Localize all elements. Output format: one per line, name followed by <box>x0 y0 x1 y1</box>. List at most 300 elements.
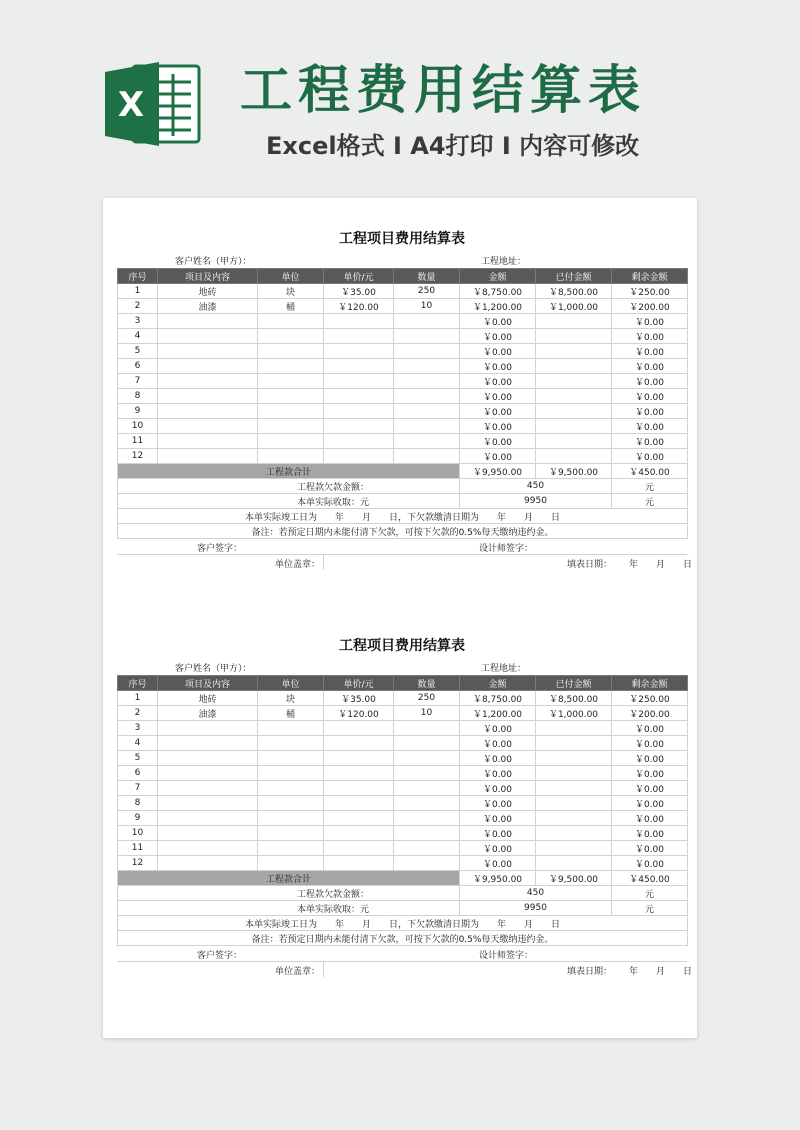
owed-label: 工程款欠款金额： <box>118 479 460 494</box>
cell-quantity[interactable] <box>394 781 460 796</box>
info-row <box>117 659 687 675</box>
cell-item-name[interactable] <box>158 781 258 796</box>
owed-unit: 元 <box>612 886 688 901</box>
fill-date-value[interactable]: 年 月 日 <box>629 560 693 570</box>
col-header-unit: 单位 <box>258 676 324 691</box>
cell-amount[interactable]: ￥0.00 <box>460 449 536 464</box>
fill-date-label: 填表日期： <box>567 560 613 570</box>
table-row <box>118 344 688 359</box>
table-row <box>118 751 688 766</box>
table-header-row <box>118 676 688 691</box>
col-header-quantity: 数量 <box>394 676 460 691</box>
completion-text[interactable]: 本单实际竣工日为 年 月 日，下欠款缴清日期为 年 月 日 <box>118 509 688 524</box>
cell-amount[interactable]: ￥0.00 <box>460 826 536 841</box>
cell-item-name[interactable] <box>158 751 258 766</box>
cell-remaining-amount[interactable]: ￥0.00 <box>612 736 688 751</box>
col-header-unit-price: 单价/元 <box>324 676 394 691</box>
cell-paid-amount[interactable]: ￥1,000.00 <box>536 706 612 721</box>
cell-amount[interactable]: ￥0.00 <box>460 374 536 389</box>
cell-amount[interactable]: ￥0.00 <box>460 404 536 419</box>
cell-item-unit[interactable] <box>258 796 324 811</box>
cell-remaining-amount[interactable]: ￥0.00 <box>612 826 688 841</box>
cell-amount[interactable]: ￥0.00 <box>460 751 536 766</box>
received-row <box>118 901 688 916</box>
total-paid[interactable]: ￥9,500.00 <box>536 871 612 886</box>
cell-item-unit[interactable] <box>258 841 324 856</box>
cell-paid-amount[interactable]: ￥1,000.00 <box>536 299 612 314</box>
cell-item-unit[interactable] <box>258 856 324 871</box>
owed-label: 工程款欠款金额： <box>118 886 460 901</box>
table-row <box>118 359 688 374</box>
owed-row <box>118 479 688 494</box>
cell-unit-price[interactable] <box>324 811 394 826</box>
cell-remaining-amount[interactable]: ￥0.00 <box>612 374 688 389</box>
cell-quantity[interactable] <box>394 344 460 359</box>
cell-remaining-amount[interactable]: ￥0.00 <box>612 329 688 344</box>
total-label: 工程款合计 <box>118 464 460 479</box>
cell-item-unit[interactable] <box>258 826 324 841</box>
remark-text: 备注：若预定日期内未能付清下欠款，可按下欠款的0.5%每天缴纳违约金。 <box>118 931 688 946</box>
cell-item-name[interactable] <box>158 359 258 374</box>
cell-item-unit[interactable]: 桶 <box>258 706 324 721</box>
cell-row-index: 3 <box>118 314 158 329</box>
cell-item-unit[interactable] <box>258 751 324 766</box>
signature-area <box>117 539 693 570</box>
cell-row-index: 3 <box>118 721 158 736</box>
signature-area <box>117 946 693 977</box>
settlement-sheet-2 <box>117 633 693 977</box>
cell-amount[interactable]: ￥0.00 <box>460 796 536 811</box>
table-row <box>118 706 688 721</box>
cell-unit-price[interactable] <box>324 841 394 856</box>
cell-remaining-amount[interactable]: ￥0.00 <box>612 449 688 464</box>
owed-unit: 元 <box>612 479 688 494</box>
cell-unit-price[interactable]: ￥120.00 <box>324 299 394 314</box>
total-remaining[interactable]: ￥450.00 <box>612 464 688 479</box>
cell-amount[interactable]: ￥0.00 <box>460 389 536 404</box>
cell-row-index: 6 <box>118 766 158 781</box>
cell-quantity[interactable] <box>394 404 460 419</box>
cell-item-unit[interactable] <box>258 781 324 796</box>
col-header-index: 序号 <box>118 676 158 691</box>
signature-row <box>117 539 687 555</box>
cell-paid-amount[interactable] <box>536 419 612 434</box>
cell-remaining-amount[interactable]: ￥0.00 <box>612 314 688 329</box>
cell-row-index: 11 <box>118 434 158 449</box>
cell-unit-price[interactable] <box>324 359 394 374</box>
cell-item-unit[interactable] <box>258 766 324 781</box>
cell-unit-price[interactable] <box>324 404 394 419</box>
cell-item-name[interactable] <box>158 449 258 464</box>
cell-paid-amount[interactable]: ￥8,500.00 <box>536 284 612 299</box>
seal-row <box>117 962 693 977</box>
designer-signature-label[interactable]: 设计师签字： <box>479 544 534 554</box>
remark-row <box>118 931 688 946</box>
table-row <box>118 374 688 389</box>
cell-item-name[interactable] <box>158 736 258 751</box>
cell-row-index: 7 <box>118 374 158 389</box>
cell-unit-price[interactable] <box>324 419 394 434</box>
cell-quantity[interactable] <box>394 811 460 826</box>
col-header-remaining: 剩余金额 <box>612 676 688 691</box>
cell-paid-amount[interactable]: ￥8,500.00 <box>536 691 612 706</box>
table-row <box>118 691 688 706</box>
table-row <box>118 856 688 871</box>
cell-paid-amount[interactable] <box>536 374 612 389</box>
cell-unit-price[interactable] <box>324 736 394 751</box>
table-row <box>118 721 688 736</box>
cell-item-unit[interactable] <box>258 344 324 359</box>
cell-item-unit[interactable] <box>258 736 324 751</box>
designer-signature-label[interactable]: 设计师签字： <box>479 951 534 961</box>
received-label: 本单实际收取：元 <box>118 494 460 509</box>
cell-paid-amount[interactable] <box>536 856 612 871</box>
col-header-unit-price: 单价/元 <box>324 269 394 284</box>
cell-unit-price[interactable] <box>324 781 394 796</box>
cell-amount[interactable]: ￥0.00 <box>460 841 536 856</box>
cell-item-unit[interactable] <box>258 434 324 449</box>
completion-text[interactable]: 本单实际竣工日为 年 月 日，下欠款缴清日期为 年 月 日 <box>118 916 688 931</box>
cell-quantity[interactable] <box>394 826 460 841</box>
cell-paid-amount[interactable] <box>536 766 612 781</box>
received-label: 本单实际收取：元 <box>118 901 460 916</box>
cell-quantity[interactable] <box>394 841 460 856</box>
cell-remaining-amount[interactable]: ￥0.00 <box>612 766 688 781</box>
received-value[interactable]: 9950 <box>460 901 612 916</box>
received-row <box>118 494 688 509</box>
banner-title: 工程费用结算表 <box>240 61 647 121</box>
client-signature-label[interactable]: 客户签字： <box>197 544 243 554</box>
cell-item-name[interactable] <box>158 811 258 826</box>
cell-item-name[interactable] <box>158 374 258 389</box>
cell-unit-price[interactable] <box>324 389 394 404</box>
total-paid[interactable]: ￥9,500.00 <box>536 464 612 479</box>
cell-row-index: 4 <box>118 329 158 344</box>
table-row <box>118 329 688 344</box>
cell-amount[interactable]: ￥0.00 <box>460 314 536 329</box>
cell-remaining-amount[interactable]: ￥250.00 <box>612 691 688 706</box>
cell-item-name[interactable] <box>158 329 258 344</box>
col-header-remaining: 剩余金额 <box>612 269 688 284</box>
cell-remaining-amount[interactable]: ￥0.00 <box>612 841 688 856</box>
cell-unit-price[interactable] <box>324 826 394 841</box>
col-header-paid: 已付金额 <box>536 269 612 284</box>
cell-unit-price[interactable]: ￥35.00 <box>324 691 394 706</box>
cell-paid-amount[interactable] <box>536 796 612 811</box>
cell-item-name[interactable]: 油漆 <box>158 706 258 721</box>
table-row <box>118 796 688 811</box>
settlement-table <box>117 675 688 946</box>
client-signature-label[interactable]: 客户签字： <box>197 951 243 961</box>
cell-row-index: 10 <box>118 826 158 841</box>
cell-row-index: 1 <box>118 284 158 299</box>
cell-item-unit[interactable]: 桶 <box>258 299 324 314</box>
remark-row <box>118 524 688 539</box>
table-row <box>118 811 688 826</box>
cell-amount[interactable]: ￥1,200.00 <box>460 299 536 314</box>
cell-remaining-amount[interactable]: ￥0.00 <box>612 389 688 404</box>
cell-item-unit[interactable] <box>258 359 324 374</box>
col-header-paid: 已付金额 <box>536 676 612 691</box>
cell-quantity[interactable]: 250 <box>394 691 460 706</box>
cell-quantity[interactable] <box>394 359 460 374</box>
cell-unit-price[interactable] <box>324 751 394 766</box>
col-header-item: 项目及内容 <box>158 676 258 691</box>
banner-subtitle: Excel格式 I A4打印 I 内容可修改 <box>266 132 640 160</box>
received-unit: 元 <box>612 901 688 916</box>
cell-paid-amount[interactable] <box>536 329 612 344</box>
cell-amount[interactable]: ￥0.00 <box>460 856 536 871</box>
cell-item-name[interactable] <box>158 314 258 329</box>
cell-quantity[interactable]: 250 <box>394 284 460 299</box>
col-header-amount: 金额 <box>460 269 536 284</box>
cell-amount[interactable]: ￥0.00 <box>460 811 536 826</box>
cell-remaining-amount[interactable]: ￥0.00 <box>612 359 688 374</box>
col-header-index: 序号 <box>118 269 158 284</box>
cell-remaining-amount[interactable]: ￥200.00 <box>612 299 688 314</box>
cell-unit-price[interactable] <box>324 766 394 781</box>
project-address-label: 工程地址： <box>481 257 527 267</box>
cell-item-name[interactable] <box>158 766 258 781</box>
cell-row-index: 5 <box>118 751 158 766</box>
cell-amount[interactable]: ￥0.00 <box>460 344 536 359</box>
cell-row-index: 6 <box>118 359 158 374</box>
sheet-title: 工程项目费用结算表 <box>339 638 465 654</box>
cell-item-name[interactable] <box>158 404 258 419</box>
cell-amount[interactable]: ￥0.00 <box>460 766 536 781</box>
cell-unit-price[interactable] <box>324 344 394 359</box>
cell-amount[interactable]: ￥0.00 <box>460 419 536 434</box>
cell-quantity[interactable]: 10 <box>394 706 460 721</box>
remark-text: 备注：若预定日期内未能付清下欠款，可按下欠款的0.5%每天缴纳违约金。 <box>118 524 688 539</box>
cell-amount[interactable]: ￥8,750.00 <box>460 691 536 706</box>
cell-item-name[interactable] <box>158 721 258 736</box>
cell-amount[interactable]: ￥0.00 <box>460 359 536 374</box>
cell-row-index: 12 <box>118 449 158 464</box>
cell-quantity[interactable] <box>394 374 460 389</box>
table-row <box>118 299 688 314</box>
total-row <box>118 871 688 886</box>
cell-paid-amount[interactable] <box>536 841 612 856</box>
cell-item-unit[interactable] <box>258 449 324 464</box>
cell-item-name[interactable] <box>158 856 258 871</box>
cell-paid-amount[interactable] <box>536 826 612 841</box>
total-label: 工程款合计 <box>118 871 460 886</box>
cell-item-name[interactable] <box>158 826 258 841</box>
cell-item-unit[interactable]: 块 <box>258 284 324 299</box>
cell-row-index: 9 <box>118 404 158 419</box>
project-address-label: 工程地址： <box>481 664 527 674</box>
cell-remaining-amount[interactable]: ￥0.00 <box>612 721 688 736</box>
cell-row-index: 10 <box>118 419 158 434</box>
cell-quantity[interactable] <box>394 389 460 404</box>
cell-quantity[interactable] <box>394 721 460 736</box>
cell-quantity[interactable] <box>394 419 460 434</box>
cell-unit-price[interactable]: ￥35.00 <box>324 284 394 299</box>
cell-item-name[interactable] <box>158 419 258 434</box>
table-row <box>118 781 688 796</box>
cell-item-unit[interactable] <box>258 314 324 329</box>
cell-remaining-amount[interactable]: ￥0.00 <box>612 856 688 871</box>
cell-item-unit[interactable] <box>258 721 324 736</box>
received-value[interactable]: 9950 <box>460 494 612 509</box>
cell-item-name[interactable] <box>158 434 258 449</box>
cell-remaining-amount[interactable]: ￥0.00 <box>612 404 688 419</box>
cell-quantity[interactable] <box>394 449 460 464</box>
total-amount[interactable]: ￥9,950.00 <box>460 464 536 479</box>
cell-quantity[interactable] <box>394 434 460 449</box>
cell-row-index: 8 <box>118 389 158 404</box>
cell-unit-price[interactable] <box>324 721 394 736</box>
cell-item-unit[interactable] <box>258 419 324 434</box>
cell-quantity[interactable] <box>394 856 460 871</box>
excel-icon <box>103 60 203 148</box>
cell-remaining-amount[interactable]: ￥200.00 <box>612 706 688 721</box>
document-page <box>103 198 697 1038</box>
cell-unit-price[interactable] <box>324 329 394 344</box>
cell-paid-amount[interactable] <box>536 404 612 419</box>
completion-row <box>118 509 688 524</box>
cell-row-index: 2 <box>118 299 158 314</box>
cell-remaining-amount[interactable]: ￥0.00 <box>612 796 688 811</box>
cell-remaining-amount[interactable]: ￥0.00 <box>612 811 688 826</box>
cell-item-name[interactable] <box>158 796 258 811</box>
info-row <box>117 252 687 268</box>
cell-amount[interactable]: ￥0.00 <box>460 721 536 736</box>
sheet-title: 工程项目费用结算表 <box>339 231 465 247</box>
cell-amount[interactable]: ￥1,200.00 <box>460 706 536 721</box>
cell-amount[interactable]: ￥0.00 <box>460 736 536 751</box>
col-header-item: 项目及内容 <box>158 269 258 284</box>
cell-paid-amount[interactable] <box>536 359 612 374</box>
table-row <box>118 826 688 841</box>
signature-row <box>117 946 687 962</box>
cell-item-unit[interactable] <box>258 404 324 419</box>
cell-quantity[interactable] <box>394 796 460 811</box>
cell-row-index: 5 <box>118 344 158 359</box>
owed-value[interactable]: 450 <box>460 479 612 494</box>
cell-amount[interactable]: ￥0.00 <box>460 329 536 344</box>
settlement-table <box>117 268 688 539</box>
cell-paid-amount[interactable] <box>536 434 612 449</box>
table-row <box>118 736 688 751</box>
col-header-amount: 金额 <box>460 676 536 691</box>
cell-row-index: 4 <box>118 736 158 751</box>
table-row <box>118 314 688 329</box>
cell-remaining-amount[interactable]: ￥0.00 <box>612 344 688 359</box>
cell-unit-price[interactable] <box>324 796 394 811</box>
cell-remaining-amount[interactable]: ￥250.00 <box>612 284 688 299</box>
cell-amount[interactable]: ￥8,750.00 <box>460 284 536 299</box>
settlement-sheet-1 <box>117 226 693 570</box>
cell-row-index: 11 <box>118 841 158 856</box>
cell-paid-amount[interactable] <box>536 736 612 751</box>
cell-row-index: 12 <box>118 856 158 871</box>
seal-row <box>117 555 693 570</box>
cell-remaining-amount[interactable]: ￥0.00 <box>612 781 688 796</box>
cell-unit-price[interactable] <box>324 449 394 464</box>
client-name-label: 客户姓名（甲方）： <box>175 257 252 267</box>
cell-item-name[interactable] <box>158 389 258 404</box>
cell-item-unit[interactable] <box>258 811 324 826</box>
cell-remaining-amount[interactable]: ￥0.00 <box>612 751 688 766</box>
cell-quantity[interactable]: 10 <box>394 299 460 314</box>
cell-item-unit[interactable]: 块 <box>258 691 324 706</box>
cell-item-name[interactable]: 地砖 <box>158 691 258 706</box>
table-row <box>118 404 688 419</box>
cell-unit-price[interactable] <box>324 374 394 389</box>
total-remaining[interactable]: ￥450.00 <box>612 871 688 886</box>
cell-unit-price[interactable] <box>324 856 394 871</box>
owed-value[interactable]: 450 <box>460 886 612 901</box>
fill-date-label: 填表日期： <box>567 967 613 977</box>
client-name-label: 客户姓名（甲方）： <box>175 664 252 674</box>
cell-item-unit[interactable] <box>258 374 324 389</box>
cell-item-name[interactable]: 地砖 <box>158 284 258 299</box>
col-header-quantity: 数量 <box>394 269 460 284</box>
cell-item-name[interactable] <box>158 344 258 359</box>
cell-quantity[interactable] <box>394 314 460 329</box>
col-header-unit: 单位 <box>258 269 324 284</box>
cell-quantity[interactable] <box>394 751 460 766</box>
cell-item-name[interactable]: 油漆 <box>158 299 258 314</box>
cell-row-index: 1 <box>118 691 158 706</box>
table-row <box>118 841 688 856</box>
cell-item-name[interactable] <box>158 841 258 856</box>
unit-seal-label[interactable]: 单位盖章： <box>275 560 321 570</box>
cell-paid-amount[interactable] <box>536 811 612 826</box>
cell-unit-price[interactable]: ￥120.00 <box>324 706 394 721</box>
cell-row-index: 9 <box>118 811 158 826</box>
total-amount[interactable]: ￥9,950.00 <box>460 871 536 886</box>
cell-paid-amount[interactable] <box>536 781 612 796</box>
cell-row-index: 8 <box>118 796 158 811</box>
cell-quantity[interactable] <box>394 766 460 781</box>
cell-remaining-amount[interactable]: ￥0.00 <box>612 434 688 449</box>
total-row <box>118 464 688 479</box>
table-row <box>118 389 688 404</box>
table-row <box>118 434 688 449</box>
table-row <box>118 284 688 299</box>
completion-row <box>118 916 688 931</box>
table-row <box>118 766 688 781</box>
cell-unit-price[interactable] <box>324 434 394 449</box>
cell-amount[interactable]: ￥0.00 <box>460 781 536 796</box>
cell-quantity[interactable] <box>394 329 460 344</box>
cell-quantity[interactable] <box>394 736 460 751</box>
cell-paid-amount[interactable] <box>536 389 612 404</box>
cell-amount[interactable]: ￥0.00 <box>460 434 536 449</box>
cell-unit-price[interactable] <box>324 314 394 329</box>
unit-seal-label[interactable]: 单位盖章： <box>275 967 321 977</box>
table-header-row <box>118 269 688 284</box>
cell-paid-amount[interactable] <box>536 449 612 464</box>
cell-row-index: 2 <box>118 706 158 721</box>
cell-row-index: 7 <box>118 781 158 796</box>
table-row <box>118 419 688 434</box>
cell-remaining-amount[interactable]: ￥0.00 <box>612 419 688 434</box>
cell-paid-amount[interactable] <box>536 314 612 329</box>
table-row <box>118 449 688 464</box>
cell-paid-amount[interactable] <box>536 721 612 736</box>
cell-paid-amount[interactable] <box>536 344 612 359</box>
cell-item-unit[interactable] <box>258 329 324 344</box>
cell-item-unit[interactable] <box>258 389 324 404</box>
cell-paid-amount[interactable] <box>536 751 612 766</box>
excel-logo-letter: X <box>117 85 145 125</box>
fill-date-value[interactable]: 年 月 日 <box>629 967 693 977</box>
received-unit: 元 <box>612 494 688 509</box>
